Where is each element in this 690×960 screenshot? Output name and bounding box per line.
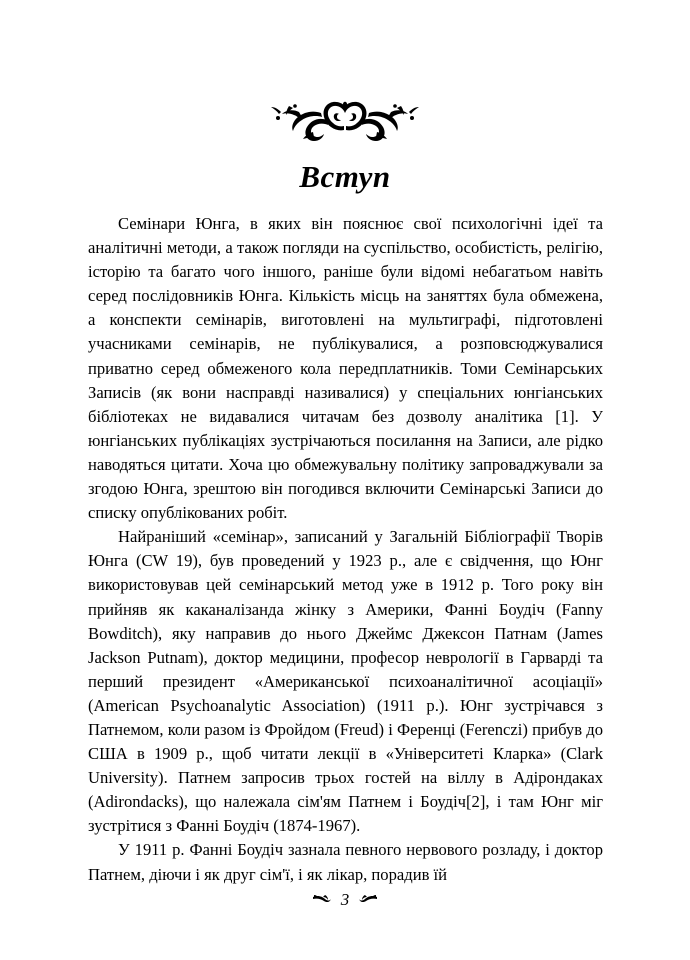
paragraph: У 1911 р. Фанні Боудіч зазнала певного нервового розладу, і доктор Патнем, діючи і як друг сім'ї, і як лікар, порадив їй [88,840,603,884]
top-ornament [0,0,690,144]
page-number: 3 [340,890,350,909]
floral-flourish-ornament [269,100,421,144]
paragraph: Найраніший «семінар», записаний у Загальній Бібліографії Творів Юнга (CW 19), був проведений у 1923 р., але є свідчення, що Юнг використовував цей семінарський метод уже в 1912 р. Того року він прийняв як каканалізанда жінку з Америки, Фанні Боудіч (Fanny Bowditch), яку направив до нього Джеймс Джексон Патнам (James Jackson Putnam), доктор медицини, професор неврології в Гарварді та перший президент «Американської психоаналітичної асоціації» (American Psychoanalytic Association) (1911 р.). Юнг зустрічався з Патнемом, коли разом із Фройдом (Freud) і Ференці (Ferenczi) прибув до США в 1909 р., щоб читати лекції в «Університеті Кларка» (Clark University). Патнем запросив трьох гостей на віллу в Адірондаках (Adirondacks), що належала сім'ям Патнем і Боудіч[2], і там Юнг міг зустрітися з Фанні Боудіч (1874-1967). [88,527,603,836]
body-text-block [88,212,603,887]
leaf-flourish-left-icon [312,893,332,905]
page-footer [0,890,690,907]
chapter-title: Вступ [299,159,391,194]
folio-group [312,890,379,907]
leaf-flourish-right-icon [358,893,378,905]
paragraph: Семінари Юнга, в яких він пояснює свої психологічні ідеї та аналітичні методи, а також погляди на суспільство, особистість, релігію, історію та багато чого іншого, раніше були відомі небагатьом навіть серед послідовників Юнга. Кількість місць на заняттях була обмежена, а конспекти семінарів, виготовлені на мультиграфі, підготовлені учасниками семінарів, не публікувалися, а розповсюджувалися приватно серед обмеженого кола передплатників. Томи Семінарських Записів (як вони насправді називалися) у спеціальних юнгіанських бібліотеках не видавалися читачам без дозволу аналітика [1]. У юнгіанських публікаціях зустрічаються посилання на Записи, але рідко наводяться цитати. Хоча цю обмежувальну політику запроваджували за згодою Юнга, зрештою він погодився включити Семінарські Записи до списку опублікованих робіт. [88,214,603,523]
